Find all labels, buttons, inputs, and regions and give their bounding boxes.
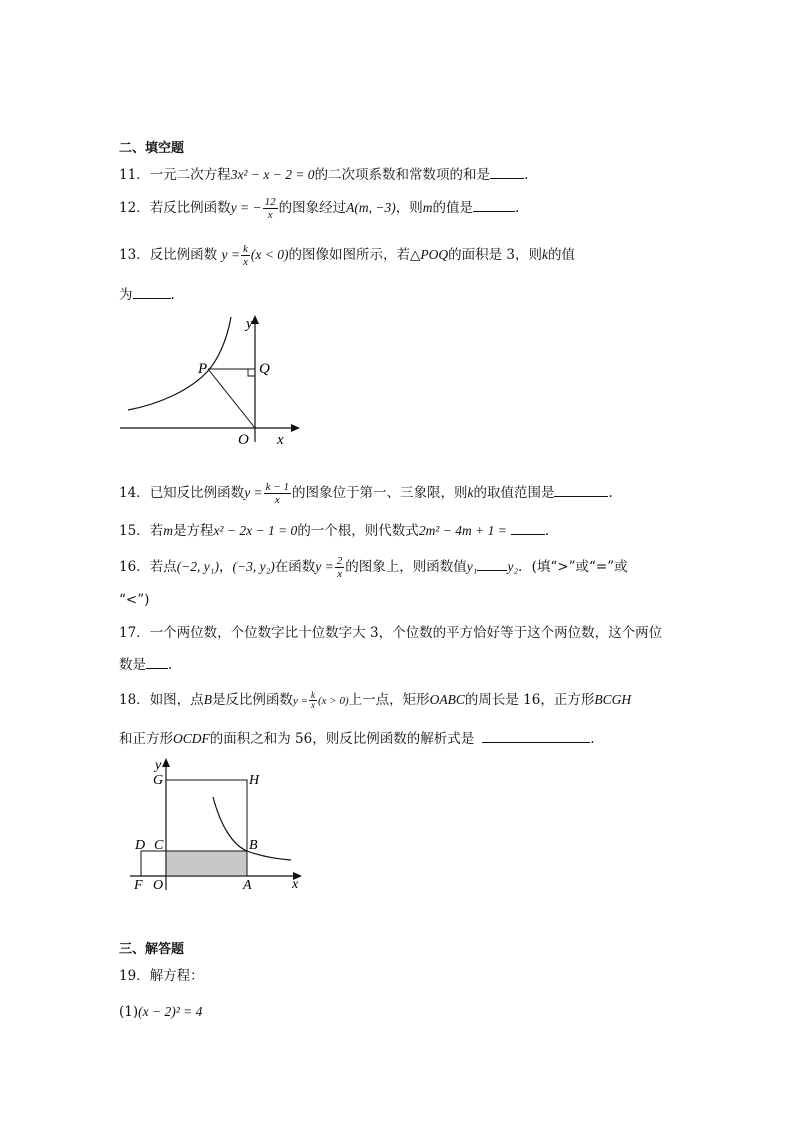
answer-blank[interactable]: [554, 482, 608, 497]
point-1: (−2, y₁): [176, 559, 219, 574]
punctuation: .: [168, 657, 173, 673]
question-number: 19．: [119, 968, 150, 984]
label-a: A: [243, 878, 252, 893]
point-a: A(m, −3): [346, 200, 396, 215]
label-g: G: [153, 773, 164, 788]
question-text: 若: [149, 523, 164, 539]
question-number: 17．: [119, 625, 150, 641]
figure-13-hyperbola: [115, 312, 305, 452]
square-label: BCGH: [594, 692, 632, 707]
label-c: C: [154, 838, 164, 853]
question-text: 解方程：: [149, 968, 204, 984]
point-b: B: [203, 692, 212, 707]
question-text: 的取值范围是: [473, 485, 555, 501]
question-text: 是反比例函数: [211, 692, 293, 708]
question-text: 若点: [149, 559, 177, 575]
function-lhs: y =: [315, 559, 334, 574]
fraction-numerator: k − 1: [265, 481, 289, 493]
label-o: O: [153, 878, 164, 893]
answer-blank[interactable]: [477, 556, 507, 571]
question-text: 为: [119, 287, 133, 303]
right-angle-mark: [248, 369, 255, 376]
fraction-numerator: k: [311, 690, 315, 700]
question-text: “<”): [119, 592, 150, 608]
fraction-denominator: x: [242, 256, 248, 268]
variable-k: k: [467, 485, 474, 500]
answer-blank[interactable]: [473, 197, 515, 212]
segment-po: [208, 369, 255, 428]
label-x: x: [292, 877, 299, 892]
question-text: 的值是: [432, 200, 474, 216]
question-text: 的面积之和为 56，则反比例函数的解析式是: [209, 731, 475, 747]
question-text: 的周长是 16，正方形: [464, 692, 595, 708]
square-bcgh: [166, 780, 247, 851]
question-16: [119, 555, 628, 580]
fraction-denominator: x: [337, 568, 342, 580]
question-13: [119, 243, 575, 268]
question-text: 上一点，矩形: [348, 692, 430, 708]
triangle-label: △POQ: [409, 247, 449, 262]
label-o: O: [238, 432, 249, 448]
label-x: x: [277, 432, 284, 448]
question-number: 16．: [119, 559, 150, 575]
fraction: [309, 691, 317, 710]
equation: x² − 2x − 1 = 0: [213, 523, 298, 538]
fraction-numerator: k: [242, 243, 248, 255]
label-b: B: [249, 838, 258, 853]
question-text: ，则: [395, 200, 423, 216]
label-p: P: [198, 361, 208, 377]
answer-blank[interactable]: [482, 728, 590, 743]
question-11: [119, 164, 528, 185]
question-text: 的值: [547, 247, 575, 263]
question-number: 18．: [119, 692, 150, 708]
rectangle-label: OABC: [429, 692, 465, 707]
question-text: 如图，点: [149, 692, 204, 708]
rectangle-oabc: [166, 851, 247, 876]
function-lhs: y =: [221, 247, 240, 262]
x-axis-arrow-icon: [291, 424, 300, 432]
question-14: [119, 481, 613, 506]
fraction-denominator: x: [274, 494, 280, 506]
question-number: 13．: [119, 247, 150, 263]
fraction: [335, 555, 345, 580]
equation: (x − 2)² = 4: [138, 1004, 203, 1019]
label-y: y: [246, 316, 253, 332]
punctuation: .: [515, 200, 520, 216]
question-text: ．(填“>”或“=”或: [518, 559, 628, 575]
domain-condition: (x < 0): [250, 247, 289, 262]
label-f: F: [134, 878, 143, 893]
fraction: [263, 196, 278, 221]
question-17: [119, 623, 662, 643]
expression: 2m² − 4m + 1 =: [418, 523, 507, 538]
question-19-part1: [119, 1002, 202, 1022]
question-text: 的图象经过: [278, 200, 347, 216]
square-label: OCDF: [173, 731, 210, 746]
variable-m: m: [163, 523, 173, 538]
fraction-denominator: x: [311, 700, 315, 710]
fraction-denominator: x: [267, 209, 273, 221]
answer-blank[interactable]: [490, 164, 524, 179]
variable-m: m: [422, 200, 433, 215]
question-text: 的面积是 3，则: [448, 247, 542, 263]
punctuation: .: [170, 287, 175, 303]
question-12: [119, 196, 519, 221]
question-16-line2: [119, 590, 149, 610]
section-heading-solve: 三、解答题: [119, 942, 185, 957]
question-text: 若反比例函数: [149, 200, 231, 216]
question-text: 的图像如图所示，若: [288, 247, 410, 263]
question-18-line2: [119, 728, 595, 749]
question-text: 的图象位于第一、三象限，则: [291, 485, 468, 501]
label-h: H: [249, 773, 260, 788]
function-lhs: y = −: [230, 200, 262, 215]
label-y: y: [155, 758, 162, 773]
function-lhs: y =: [292, 695, 308, 707]
question-number: 12．: [119, 200, 150, 216]
question-text: 的图象上，则函数值: [345, 559, 467, 575]
punctuation: .: [590, 731, 595, 747]
question-text: 是方程: [172, 523, 214, 539]
function-lhs: y =: [244, 485, 263, 500]
question-text: 和正方形: [119, 731, 173, 747]
section-heading-fill-in: 二、填空题: [119, 141, 185, 156]
part-number: (1): [119, 1004, 139, 1020]
variable-k: k: [541, 247, 548, 262]
question-text: 数是: [119, 657, 146, 673]
question-number: 14．: [119, 485, 150, 501]
point-2: (−3, y₂): [232, 559, 275, 574]
question-13-line2: [119, 284, 175, 305]
question-15: [119, 520, 549, 541]
answer-blank[interactable]: [511, 520, 545, 535]
square-ocdf: [141, 851, 166, 876]
punctuation: ，: [218, 559, 233, 575]
equation: 3x² − x − 2 = 0: [230, 167, 315, 182]
question-number: 11．: [119, 167, 150, 183]
question-text: 已知反比例函数: [149, 485, 245, 501]
domain-condition: (x > 0): [318, 695, 349, 707]
question-text: 一个两位数，个位数字比十位数字大 3，个位数的平方恰好等于这个两位数，这个两位: [149, 625, 663, 641]
fraction: [241, 243, 250, 268]
question-text: 反比例函数: [149, 247, 222, 263]
question-text: 的一个根，则代数式: [297, 523, 419, 539]
label-q: Q: [259, 361, 270, 377]
question-text: 的二次项系数和常数项的和是: [314, 167, 491, 183]
punctuation: .: [524, 167, 529, 183]
question-number: 15．: [119, 523, 150, 539]
fraction-numerator: 2: [336, 555, 343, 567]
question-text: 一元二次方程: [149, 167, 231, 183]
fraction: [264, 481, 291, 506]
figure-18-squares: [125, 755, 315, 895]
value-y1: y₁: [466, 559, 478, 574]
question-19: [119, 966, 204, 986]
answer-blank[interactable]: [146, 654, 168, 669]
punctuation: .: [608, 485, 613, 501]
question-text: 在函数: [274, 559, 316, 575]
fraction-numerator: 12: [264, 196, 276, 208]
label-d: D: [135, 838, 146, 853]
hyperbola-curve: [128, 317, 231, 410]
punctuation: .: [544, 523, 550, 539]
answer-blank[interactable]: [133, 284, 171, 299]
question-17-line2: [119, 654, 172, 675]
y-axis-arrow-icon: [162, 758, 170, 767]
question-18: [119, 690, 631, 711]
value-y2: y₂: [507, 559, 519, 574]
